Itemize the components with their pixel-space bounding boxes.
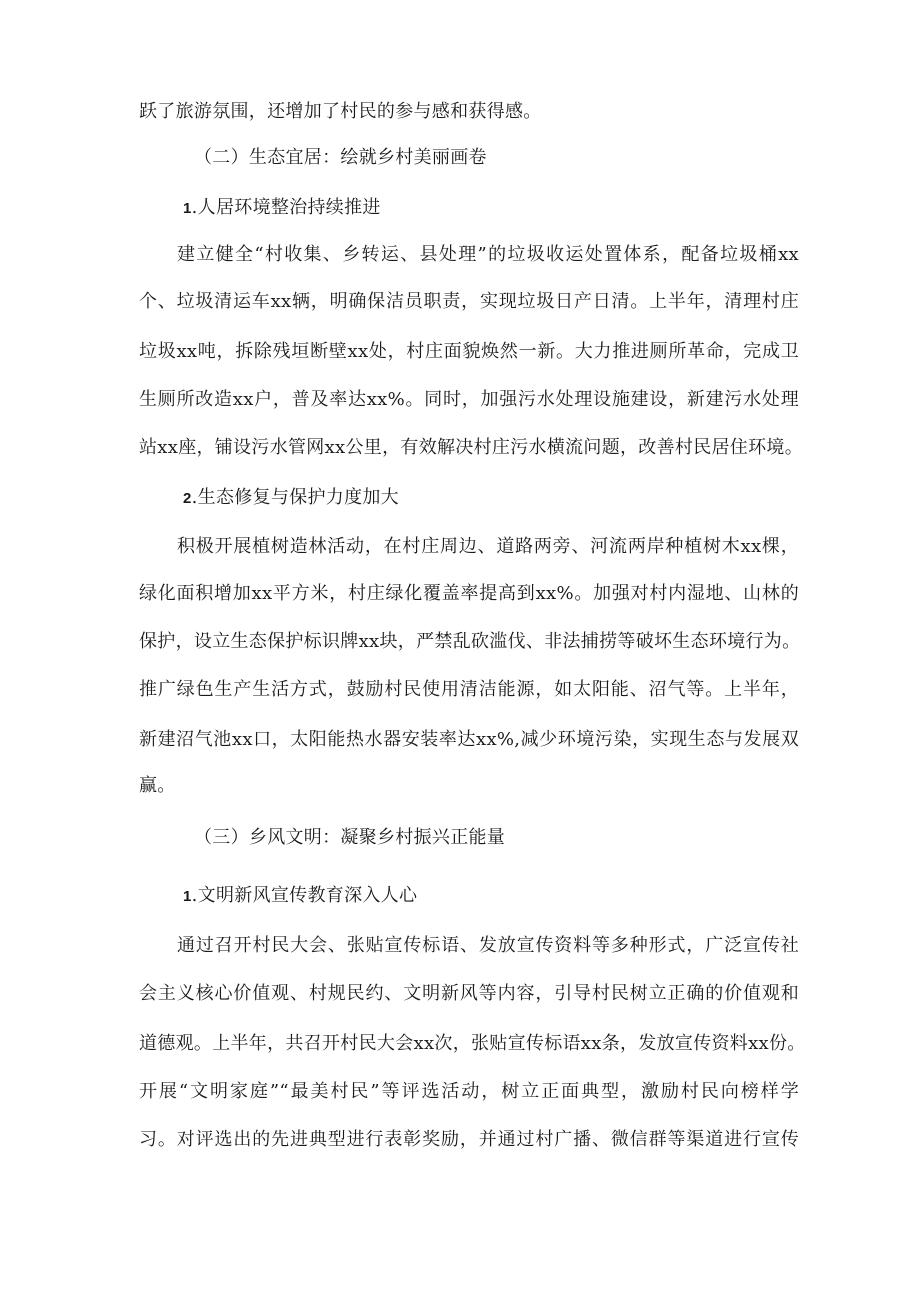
subsection-heading bbox=[183, 486, 843, 511]
paragraph-line: 积极开展植树造林活动，在村庄周边、道路两旁、河流两岸种植树木xx棵， bbox=[177, 536, 799, 557]
section-heading: （三）乡风文明：凝聚乡村振兴正能量 bbox=[194, 827, 506, 848]
paragraph-line: 跃了旅游氛围，还增加了村民的参与感和获得感。 bbox=[139, 101, 542, 122]
paragraph-line: 绿化面积增加xx平方米，村庄绿化覆盖率提高到xx%。加强对村内湿地、山林的 bbox=[139, 583, 799, 604]
paragraph-line: 推广绿色生产生活方式，鼓励村民使用清洁能源，如太阳能、沼气等。上半年， bbox=[139, 679, 799, 700]
subsection-heading bbox=[183, 196, 843, 221]
paragraph-line: 个、垃圾清运车xx辆，明确保洁员职责，实现垃圾日产日清。上半年，清理村庄 bbox=[139, 291, 799, 312]
subsection-title: .人居环境整治持续推进 bbox=[191, 197, 381, 218]
subsection-number: 1 bbox=[183, 200, 192, 217]
paragraph-line: 建立健全“村收集、乡转运、县处理”的垃圾收运处置体系，配备垃圾桶xx bbox=[177, 244, 799, 265]
paragraph-line: 保护，设立生态保护标识牌xx块，严禁乱砍滥伐、非法捕捞等破坏生态环境行为。 bbox=[139, 631, 801, 652]
subsection-heading bbox=[183, 884, 843, 909]
paragraph-line: 站xx座，铺设污水管网xx公里，有效解决村庄污水横流问题，改善村民居住环境。 bbox=[139, 437, 804, 458]
paragraph-line: 生厕所改造xx户，普及率达xx%。同时，加强污水处理设施建设，新建污水处理 bbox=[139, 389, 799, 410]
subsection-title: .文明新风宣传教育深入人心 bbox=[191, 885, 418, 906]
subsection-number: 1 bbox=[183, 888, 192, 905]
paragraph-line: 垃圾xx吨，拆除残垣断壁xx处，村庄面貌焕然一新。大力推进厕所革命，完成卫 bbox=[139, 341, 799, 362]
paragraph-line: 会主义核心价值观、村规民约、文明新风等内容，引导村民树立正确的价值观和 bbox=[139, 983, 799, 1004]
paragraph-line: 赢。 bbox=[139, 775, 176, 796]
section-heading: （二）生态宜居：绘就乡村美丽画卷 bbox=[194, 147, 487, 168]
paragraph-line: 开展“文明家庭”“最美村民”等评选活动，树立正面典型，激励村民向榜样学 bbox=[139, 1081, 799, 1102]
paragraph-line: 新建沼气池xx口，太阳能热水器安装率达xx%,减少环境污染，实现生态与发展双 bbox=[139, 729, 799, 750]
paragraph-line: 习。对评选出的先进典型进行表彰奖励，并通过村广播、微信群等渠道进行宣传 bbox=[139, 1129, 799, 1150]
subsection-title: .生态修复与保护力度加大 bbox=[191, 487, 399, 508]
paragraph-line: 通过召开村民大会、张贴宣传标语、发放宣传资料等多种形式，广泛宣传社 bbox=[177, 935, 799, 956]
subsection-number: 2 bbox=[183, 490, 192, 507]
paragraph-line: 道德观。上半年，共召开村民大会xx次，张贴宣传标语xx条，发放宣传资料xx份。 bbox=[139, 1033, 806, 1054]
